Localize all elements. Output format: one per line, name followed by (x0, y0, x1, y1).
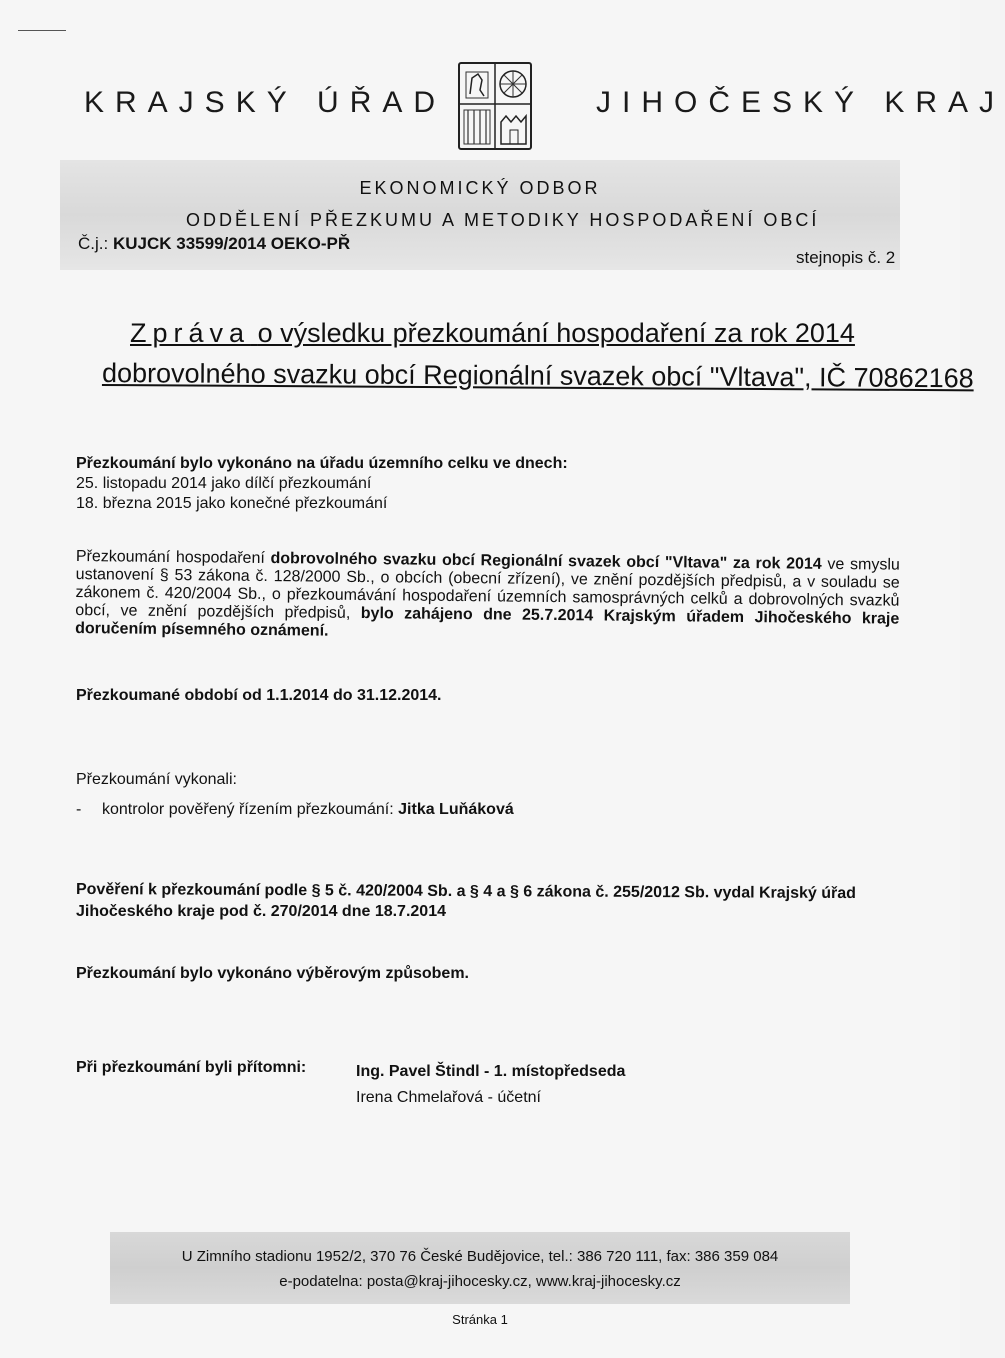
intro-text-2: ve smyslu ustanovení § 53 zákona č. 128/2000 Sb., o obcích (obecní zřízení), ve znění pozdějších předpisů, a v souladu se zákonem č. 420/2004 Sb., o přezkoumávání hospodaření územních samosprávných celků a dobrovolných svazků obcí, ve znění pozdějších předpisů, (75, 555, 900, 622)
performed-heading: Přezkoumání vykonali: (76, 771, 237, 788)
department-name: EKONOMICKÝ ODBOR (359, 178, 601, 198)
intro-paragraph (75, 548, 900, 647)
date-partial: 25. listopadu 2014 jako dílčí přezkoumání (76, 475, 372, 492)
intro-text-1: Přezkoumání hospodaření (75, 548, 271, 568)
inspector-role: kontrolor pověřený řízením přezkoumání: (102, 801, 399, 818)
authorization-line-2: Jihočeského kraje pod č. 270/2014 dne 18.7.2014 (76, 903, 446, 920)
list-dash: - (76, 801, 82, 818)
report-title-rest: o výsledku přezkoumání hospodaření za rok 2014 (257, 318, 855, 348)
present-person-1: Ing. Pavel Štindl - 1. místopředseda (356, 1063, 626, 1080)
header-office: KRAJSKÝ ÚŘAD (84, 86, 447, 119)
copy-number: stejnopis č. 2 (796, 248, 896, 267)
report-title (130, 318, 855, 349)
dates-heading: Přezkoumání bylo vykonáno na úřadu územního celku ve dnech: (76, 455, 568, 472)
footer-band (110, 1232, 850, 1304)
page-number: Stránka 1 (452, 1312, 508, 1327)
present-person-2: Irena Chmelařová - účetní (356, 1089, 541, 1106)
intro-bold-1: dobrovolného svazku obcí Regionální svazek obcí "Vltava" za rok 2014 (270, 550, 822, 573)
reference-value: KUJCK 33599/2014 OEKO-PŘ (112, 234, 351, 253)
corner-mark (18, 30, 66, 31)
date-final: 18. března 2015 jako konečné přezkoumání (76, 495, 388, 512)
header-region: JIHOČESKÝ KRAJ (596, 86, 1005, 119)
method-statement: Přezkoumání bylo vykonáno výběrovým způsobem. (76, 965, 469, 982)
reference-number (78, 234, 350, 254)
authorization-line-1: Pověření k přezkoumání podle § 5 č. 420/2004 Sb. a § 4 a § 6 zákona č. 255/2012 Sb. vydal Krajský úřad (75, 881, 857, 903)
report-title-word: Zpráva (130, 318, 251, 348)
intro-bold-2: bylo zahájeno dne 25.7.2014 Krajským úřadem Jihočeského kraje doručením písemného oznámení. (75, 604, 900, 640)
review-period: Přezkoumané období od 1.1.2014 do 31.12.2014. (76, 687, 442, 704)
coat-of-arms-icon (456, 60, 534, 152)
footer-contact: e-podatelna: posta@kraj-jihocesky.cz, www.kraj-jihocesky.cz (279, 1273, 681, 1290)
reference-label: Č.j.: (78, 234, 109, 253)
inspector-line (102, 800, 514, 820)
report-subtitle: dobrovolného svazku obcí Regionální svazek obcí "Vltava", IČ 70862168 (101, 358, 974, 394)
present-label: Při přezkoumání byli přítomni: (76, 1059, 307, 1076)
inspector-name: Jitka Luňáková (398, 801, 514, 818)
footer-address: U Zimního stadionu 1952/2, 370 76 České Budějovice, tel.: 386 720 111, fax: 386 359 084 (181, 1248, 779, 1265)
section-name: ODDĚLENÍ PŘEZKUMU A METODIKY HOSPODAŘENÍ OBCÍ (186, 210, 820, 230)
